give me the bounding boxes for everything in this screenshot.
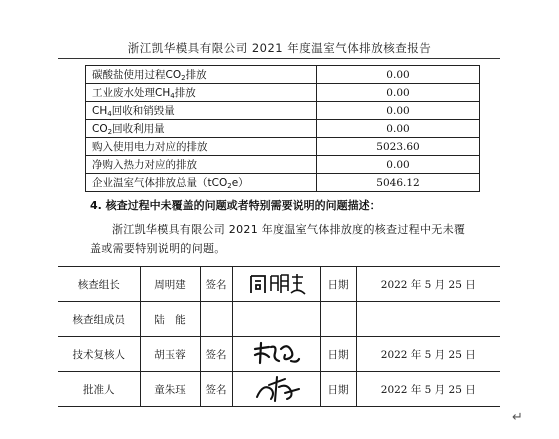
section-paragraph: 浙江凯华模具有限公司 2021 年度温室气体排放度的核查过程中无未覆盖或需要特别说明的问题。 — [90, 223, 466, 255]
name-cell: 陆 能 — [140, 302, 200, 337]
date-label: 日期 — [320, 372, 356, 407]
role-cell: 核查组成员 — [58, 302, 140, 337]
table-row — [86, 120, 480, 138]
row-value: 5023.60 — [317, 138, 480, 156]
sign-label — [200, 302, 232, 337]
sign-label: 签名 — [200, 337, 232, 372]
signature-cell — [232, 267, 320, 302]
table-row — [86, 102, 480, 120]
date-label — [320, 302, 356, 337]
table-row — [86, 156, 480, 174]
date-cell — [356, 302, 500, 337]
table-row — [86, 174, 480, 192]
signature-image — [241, 375, 311, 403]
table-row — [86, 84, 480, 102]
signature-image — [241, 271, 311, 297]
sign-label: 签名 — [200, 372, 232, 407]
signature-table — [58, 266, 500, 407]
table-row — [58, 337, 500, 372]
table-row — [58, 372, 500, 407]
row-label: $CO_2$回收利用量 — [86, 120, 317, 138]
name-cell: 胡玉蓉 — [140, 337, 200, 372]
date-label: 日期 — [320, 267, 356, 302]
row-value: 0.00 — [317, 156, 480, 174]
sign-label: 签名 — [200, 267, 232, 302]
date-cell: 2022 年 5 月 25 日 — [356, 337, 500, 372]
header-divider — [58, 58, 500, 59]
signature-cell — [232, 372, 320, 407]
row-label: 购入使用电力对应的排放 — [86, 138, 317, 156]
section-title: 4. 核查过程中未覆盖的问题或者特别需要说明的问题描述： — [90, 199, 381, 212]
signature-cell — [232, 337, 320, 372]
signature-cell — [232, 302, 320, 337]
row-value: 0.00 — [317, 84, 480, 102]
row-label: $CH_4$回收和销毁量 — [86, 102, 317, 120]
date-cell: 2022 年 5 月 25 日 — [356, 267, 500, 302]
row-value: 0.00 — [317, 102, 480, 120]
row-value: 0.00 — [317, 120, 480, 138]
table-row — [86, 66, 480, 84]
row-label: 碳酸盐使用过程$CO_2$排放 — [86, 66, 317, 84]
name-cell: 周明建 — [140, 267, 200, 302]
row-label: 净购入热力对应的排放 — [86, 156, 317, 174]
date-label: 日期 — [320, 337, 356, 372]
row-label: 企业温室气体排放总量（tCO$_2$e） — [86, 174, 317, 192]
row-value: 0.00 — [317, 66, 480, 84]
date-cell: 2022 年 5 月 25 日 — [356, 372, 500, 407]
table-row — [58, 267, 500, 302]
role-cell: 批准人 — [58, 372, 140, 407]
name-cell: 童朱珏 — [140, 372, 200, 407]
page-header-title: 浙江凯华模具有限公司 2021 年度温室气体排放核查报告 — [127, 41, 432, 55]
table-row — [86, 138, 480, 156]
table-row — [58, 302, 500, 337]
row-label: 工业废水处理$CH_4$排放 — [86, 84, 317, 102]
role-cell: 技术复核人 — [58, 337, 140, 372]
signature-image — [241, 341, 311, 367]
return-arrow-icon: ↵ — [512, 410, 523, 425]
row-value: 5046.12 — [317, 174, 480, 192]
emissions-table — [85, 65, 480, 192]
role-cell: 核查组长 — [58, 267, 140, 302]
